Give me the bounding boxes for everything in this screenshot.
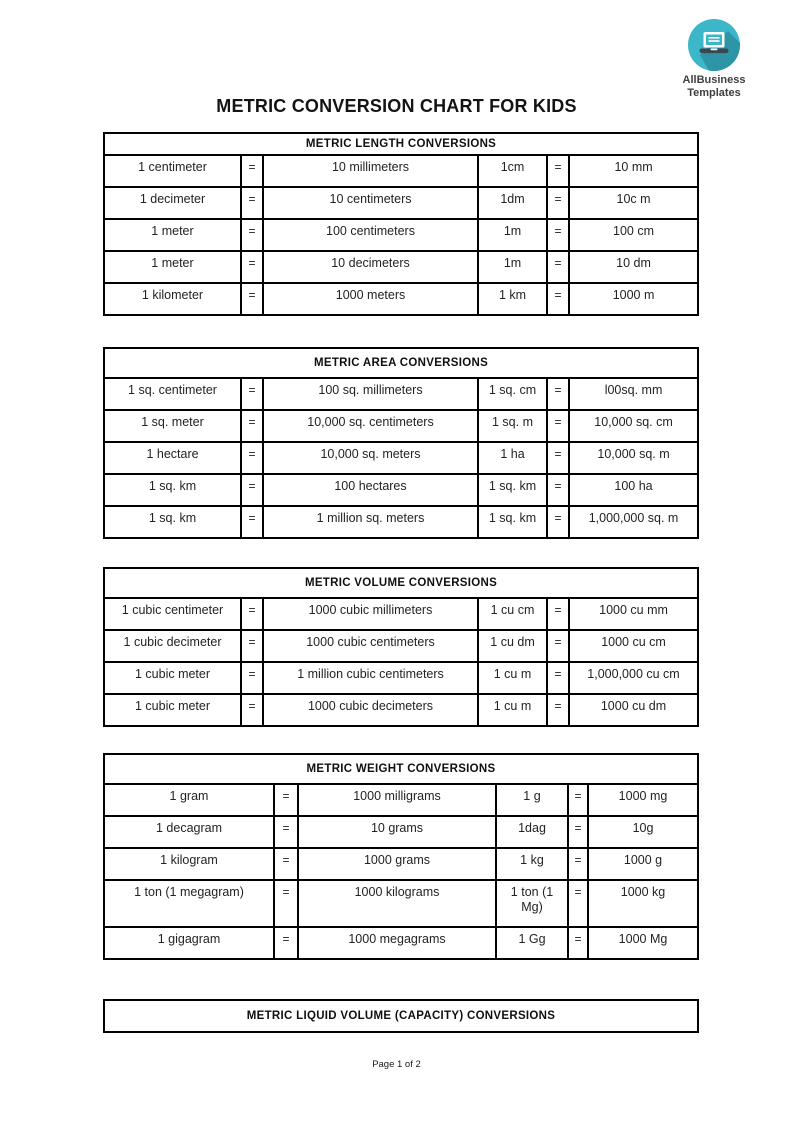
to-value-words: 1 million cubic centimeters	[263, 662, 478, 694]
equals-sign: =	[547, 283, 569, 315]
from-unit: 1 sq. km	[104, 474, 241, 506]
to-value-words: 10,000 sq. meters	[263, 442, 478, 474]
from-unit: 1 sq. km	[104, 506, 241, 538]
conversion-table	[103, 999, 697, 1033]
from-symbol: 1 sq. cm	[478, 378, 547, 410]
laptop-icon	[687, 18, 741, 72]
conversion-table	[103, 132, 697, 316]
to-value-symbol: 1000 cu dm	[569, 694, 698, 726]
table-row	[104, 474, 698, 506]
table-row	[104, 927, 698, 959]
equals-sign: =	[241, 378, 263, 410]
to-value-symbol: 1000 cu mm	[569, 598, 698, 630]
from-unit: 1 cubic decimeter	[104, 630, 241, 662]
equals-sign: =	[547, 506, 569, 538]
from-unit: 1 kilometer	[104, 283, 241, 315]
table-row	[104, 155, 698, 187]
to-value-words: 1000 milligrams	[298, 784, 496, 816]
equals-sign: =	[241, 506, 263, 538]
to-value-symbol: 1,000,000 sq. m	[569, 506, 698, 538]
table-row	[104, 694, 698, 726]
logo-text-line2: Templates	[687, 87, 741, 99]
equals-sign: =	[547, 187, 569, 219]
from-symbol: 1 sq. km	[478, 474, 547, 506]
table-row	[104, 283, 698, 315]
from-unit: 1 gram	[104, 784, 274, 816]
table-row	[104, 378, 698, 410]
page-title: METRIC CONVERSION CHART FOR KIDS	[216, 96, 577, 116]
to-value-symbol: 100 cm	[569, 219, 698, 251]
table-title: METRIC VOLUME CONVERSIONS	[104, 568, 698, 598]
equals-sign: =	[568, 848, 588, 880]
table-title: METRIC LIQUID VOLUME (CAPACITY) CONVERSIONS	[104, 1000, 698, 1032]
to-value-symbol: 1,000,000 cu cm	[569, 662, 698, 694]
equals-sign: =	[241, 598, 263, 630]
equals-sign: =	[274, 816, 298, 848]
equals-sign: =	[241, 662, 263, 694]
to-value-symbol: 1000 cu cm	[569, 630, 698, 662]
to-value-symbol: 100 ha	[569, 474, 698, 506]
to-value-words: 10 millimeters	[263, 155, 478, 187]
table-row	[104, 848, 698, 880]
table-row	[104, 630, 698, 662]
table-row	[104, 506, 698, 538]
from-symbol: 1 cu cm	[478, 598, 547, 630]
from-symbol: 1 cu m	[478, 662, 547, 694]
table-row	[104, 251, 698, 283]
to-value-symbol: 1000 m	[569, 283, 698, 315]
equals-sign: =	[241, 251, 263, 283]
table-row	[104, 442, 698, 474]
table-title: METRIC LENGTH CONVERSIONS	[104, 133, 698, 155]
from-unit: 1 centimeter	[104, 155, 241, 187]
to-value-words: 10 decimeters	[263, 251, 478, 283]
equals-sign: =	[547, 410, 569, 442]
equals-sign: =	[274, 927, 298, 959]
from-symbol: 1 cu m	[478, 694, 547, 726]
table-row	[104, 219, 698, 251]
table-row	[104, 784, 698, 816]
equals-sign: =	[241, 283, 263, 315]
from-symbol: 1m	[478, 219, 547, 251]
from-unit: 1 ton (1 megagram)	[104, 880, 274, 927]
to-value-words: 100 hectares	[263, 474, 478, 506]
from-unit: 1 cubic meter	[104, 694, 241, 726]
equals-sign: =	[547, 630, 569, 662]
allbusiness-logo	[676, 18, 752, 100]
to-value-words: 1000 megagrams	[298, 927, 496, 959]
from-symbol: 1 g	[496, 784, 568, 816]
table-row	[104, 598, 698, 630]
to-value-symbol: 10,000 sq. m	[569, 442, 698, 474]
from-symbol: 1 Gg	[496, 927, 568, 959]
equals-sign: =	[241, 155, 263, 187]
equals-sign: =	[547, 442, 569, 474]
equals-sign: =	[547, 474, 569, 506]
equals-sign: =	[241, 219, 263, 251]
to-value-symbol: 1000 kg	[588, 880, 698, 927]
from-symbol: 1 cu dm	[478, 630, 547, 662]
from-unit: 1 kilogram	[104, 848, 274, 880]
to-value-words: 1 million sq. meters	[263, 506, 478, 538]
from-unit: 1 cubic centimeter	[104, 598, 241, 630]
equals-sign: =	[274, 784, 298, 816]
equals-sign: =	[568, 784, 588, 816]
from-unit: 1 meter	[104, 251, 241, 283]
to-value-words: 10 grams	[298, 816, 496, 848]
from-unit: 1 cubic meter	[104, 662, 241, 694]
to-value-words: 1000 cubic decimeters	[263, 694, 478, 726]
equals-sign: =	[241, 187, 263, 219]
to-value-words: 1000 cubic millimeters	[263, 598, 478, 630]
from-symbol: 1m	[478, 251, 547, 283]
to-value-symbol: 10g	[588, 816, 698, 848]
from-unit: 1 decimeter	[104, 187, 241, 219]
logo-text-line1: AllBusiness	[682, 74, 746, 86]
equals-sign: =	[241, 474, 263, 506]
equals-sign: =	[241, 442, 263, 474]
equals-sign: =	[547, 251, 569, 283]
from-symbol: 1 ton (1 Mg)	[496, 880, 568, 927]
to-value-symbol: 1000 mg	[588, 784, 698, 816]
equals-sign: =	[274, 880, 298, 927]
to-value-words: 1000 meters	[263, 283, 478, 315]
to-value-symbol: 10 mm	[569, 155, 698, 187]
equals-sign: =	[547, 219, 569, 251]
table-row	[104, 187, 698, 219]
from-symbol: 1 kg	[496, 848, 568, 880]
to-value-words: 100 centimeters	[263, 219, 478, 251]
equals-sign: =	[568, 880, 588, 927]
conversion-table	[103, 753, 697, 960]
conversion-table	[103, 567, 697, 727]
from-symbol: 1 km	[478, 283, 547, 315]
to-value-words: 1000 grams	[298, 848, 496, 880]
to-value-words: 1000 kilograms	[298, 880, 496, 927]
equals-sign: =	[568, 816, 588, 848]
to-value-symbol: 1000 Mg	[588, 927, 698, 959]
table-title: METRIC AREA CONVERSIONS	[104, 348, 698, 378]
equals-sign: =	[547, 598, 569, 630]
to-value-symbol: 10,000 sq. cm	[569, 410, 698, 442]
table-row	[104, 816, 698, 848]
from-symbol: 1cm	[478, 155, 547, 187]
table-row	[104, 662, 698, 694]
equals-sign: =	[568, 927, 588, 959]
table-row	[104, 880, 698, 927]
to-value-words: 10,000 sq. centimeters	[263, 410, 478, 442]
from-symbol: 1dm	[478, 187, 547, 219]
from-unit: 1 hectare	[104, 442, 241, 474]
table-row	[104, 410, 698, 442]
equals-sign: =	[241, 410, 263, 442]
to-value-words: 100 sq. millimeters	[263, 378, 478, 410]
to-value-words: 10 centimeters	[263, 187, 478, 219]
page-number: Page 1 of 2	[372, 1059, 421, 1070]
from-symbol: 1 sq. m	[478, 410, 547, 442]
conversion-table	[103, 347, 697, 539]
from-symbol: 1 sq. km	[478, 506, 547, 538]
to-value-symbol: l00sq. mm	[569, 378, 698, 410]
from-symbol: 1 ha	[478, 442, 547, 474]
to-value-symbol: 10c m	[569, 187, 698, 219]
to-value-symbol: 1000 g	[588, 848, 698, 880]
from-symbol: 1dag	[496, 816, 568, 848]
equals-sign: =	[547, 378, 569, 410]
from-unit: 1 gigagram	[104, 927, 274, 959]
to-value-symbol: 10 dm	[569, 251, 698, 283]
from-unit: 1 decagram	[104, 816, 274, 848]
to-value-words: 1000 cubic centimeters	[263, 630, 478, 662]
from-unit: 1 meter	[104, 219, 241, 251]
equals-sign: =	[547, 694, 569, 726]
from-unit: 1 sq. meter	[104, 410, 241, 442]
table-title: METRIC WEIGHT CONVERSIONS	[104, 754, 698, 784]
equals-sign: =	[241, 694, 263, 726]
equals-sign: =	[241, 630, 263, 662]
from-unit: 1 sq. centimeter	[104, 378, 241, 410]
equals-sign: =	[547, 155, 569, 187]
equals-sign: =	[274, 848, 298, 880]
equals-sign: =	[547, 662, 569, 694]
